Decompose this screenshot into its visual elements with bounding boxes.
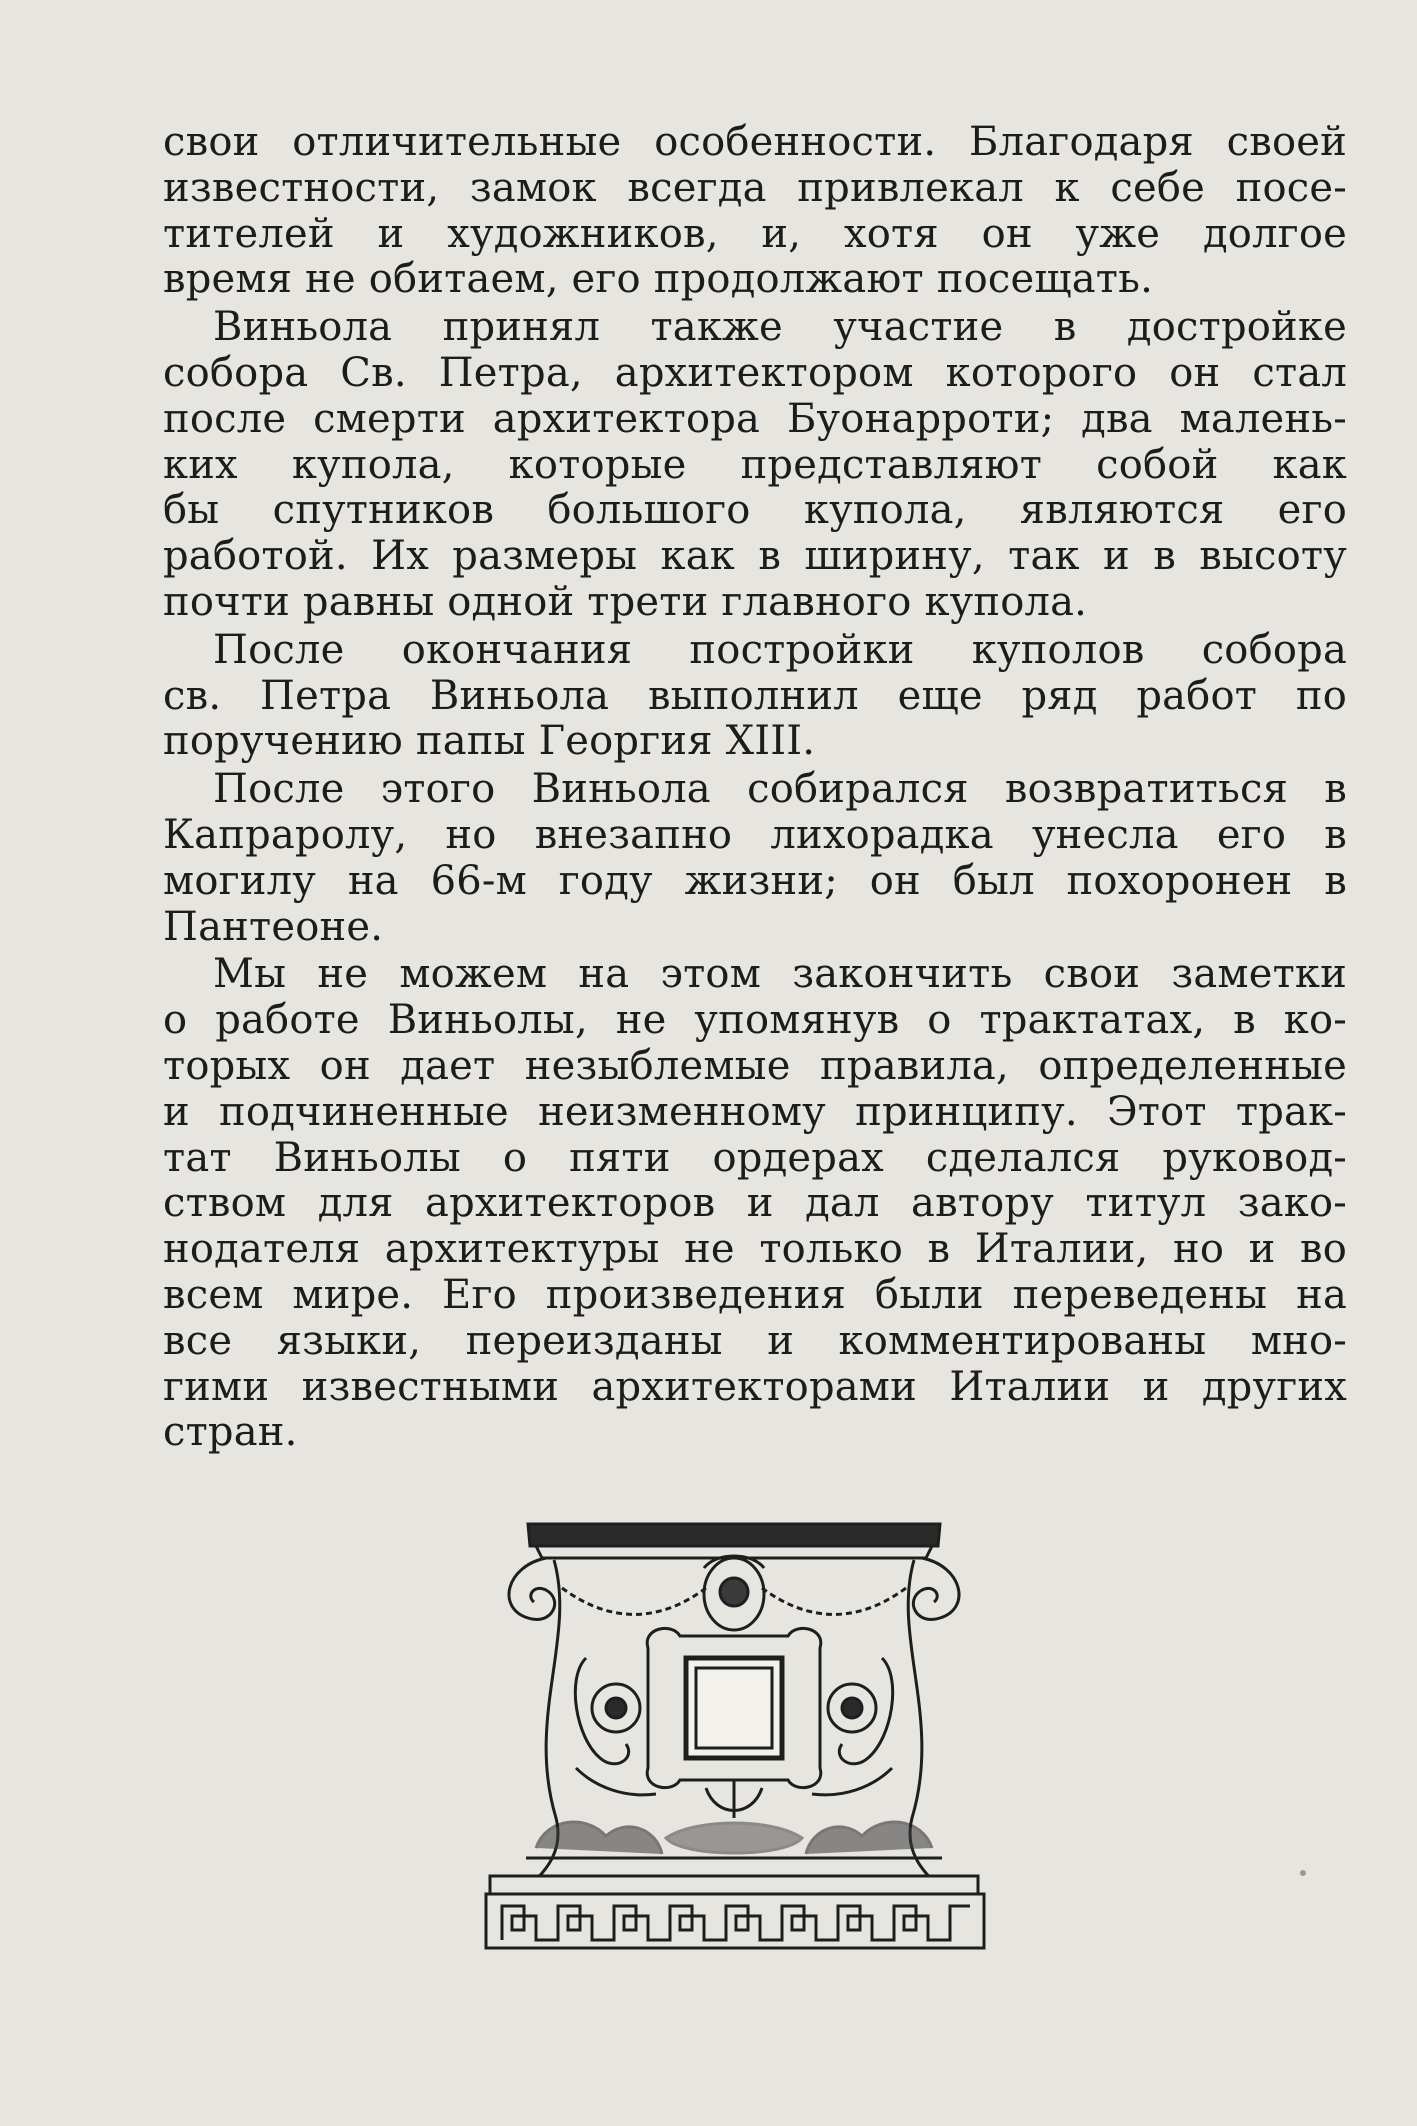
text-line: св. Петра Виньола выполнил еще ряд работ по [163,672,1347,719]
text-line: собора Св. Петра, архитектором которого он стал [163,349,1347,396]
text-line: почти равны одной трети главного купола. [163,578,1088,625]
paper-speck [1300,1870,1306,1876]
text-line: и подчиненные неизменному принципу. Этот трак- [163,1088,1347,1135]
text-line: известности, замок всегда привлекал к себе посе- [163,164,1347,211]
text-line: время не обитаем, его продолжают посещать. [163,256,1154,303]
text-line: работой. Их размеры как в ширину, так и в высоту [163,533,1347,580]
text-line: после смерти архитектора Буонарроти; два малень- [163,395,1347,442]
text-line: бы спутников большого купола, являются его [163,487,1347,534]
text-line: Пантеоне. [163,903,384,950]
text-line: Капраролу, но внезапно лихорадка унесла его в [163,811,1347,858]
text-line: о работе Виньолы, не упомянув о трактатах, в ко- [163,997,1347,1044]
text-line: тат Виньолы о пяти ордерах сделался руковод- [163,1134,1347,1181]
text-line: торых он дает незыблемые правила, определенные [163,1042,1347,1089]
paragraph-start: Виньола принял также участие в достройке [213,304,1347,351]
text-line: тителей и художников, и, хотя он уже долгое [163,210,1347,257]
text-line: нодателя архитектуры не только в Италии, но и во [163,1226,1347,1273]
body-text [163,120,1347,1456]
text-line: поручению папы Георгия XIII. [163,718,816,765]
text-line: стран. [163,1409,298,1456]
text-line: гими известными архитекторами Италии и других [163,1363,1347,1410]
ornamental-pedestal-illustration [466,1518,1004,1956]
text-line: свои отличительные особенности. Благодаря своей [163,119,1347,165]
text-line: всем мире. Его произведения были переведены на [163,1271,1347,1318]
paragraph-start: После этого Виньола собирался возвратиться в [213,766,1347,813]
text-line: ством для архитекторов и дал автору титул зако- [163,1180,1347,1227]
paragraph-start: Мы не можем на этом закончить свои заметки [213,951,1347,998]
text-line: все языки, переизданы и комментированы мно- [163,1317,1347,1364]
paragraph-start: После окончания постройки куполов собора [213,626,1347,673]
text-line: могилу на 66-м году жизни; он был похоронен в [163,857,1347,904]
text-line: ких купола, которые представляют собой как [163,441,1347,488]
